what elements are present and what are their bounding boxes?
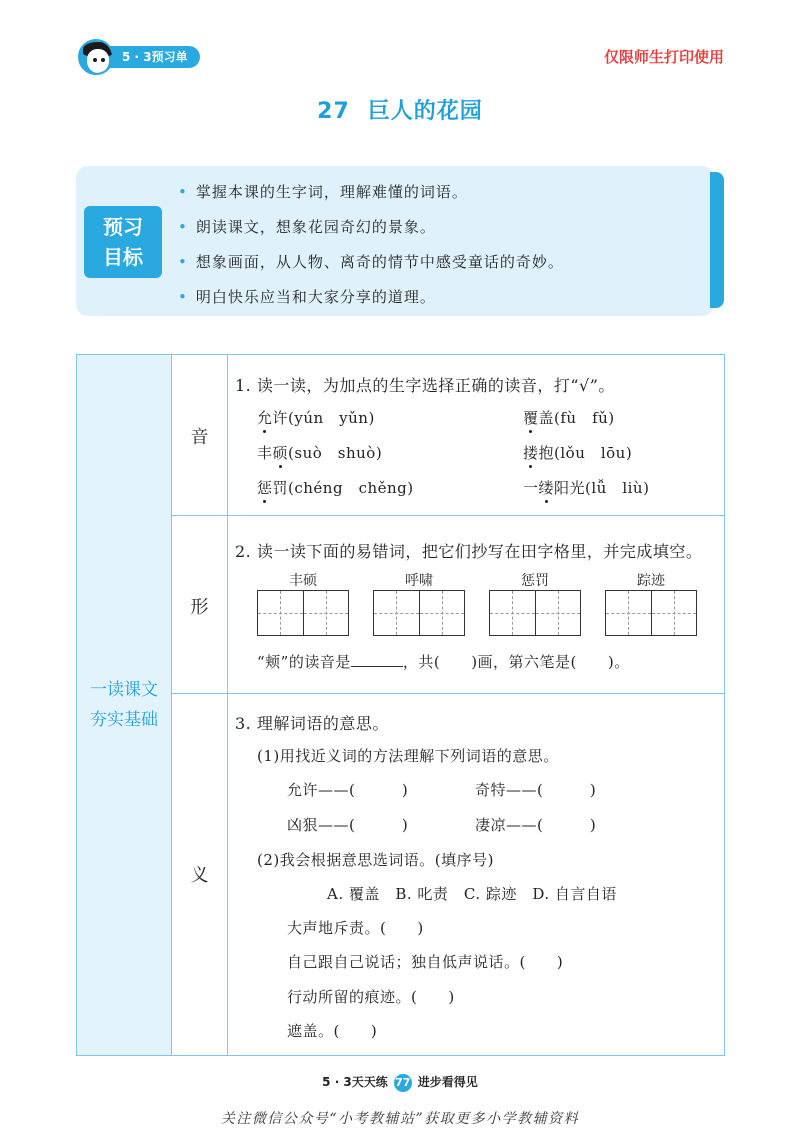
q2-fill: “颊”的读音是 ，共( )画，第六笔是( )。 <box>257 653 630 671</box>
grid-word: 丰硕 <box>289 573 317 589</box>
footer-right: 进步看得见 <box>417 1075 478 1089</box>
q3-sub2: (2)我会根据意思选词语。(填序号) <box>257 851 494 869</box>
synonym-item: 凄凉——( ) <box>475 816 597 834</box>
section-label: 一读课文 夯实基础 <box>90 680 158 730</box>
writing-grid[interactable] <box>257 590 349 636</box>
q1-item: 丰硕(suò shuò) <box>257 444 383 462</box>
series-badge-label: 5 · 3预习单 <box>104 46 200 68</box>
page-footer <box>0 1073 800 1092</box>
exercise-table <box>76 354 725 1056</box>
grid-word: 踪迹 <box>637 573 665 589</box>
answer-blank[interactable] <box>351 651 403 667</box>
synonym-item: 凶狠——( ) <box>287 816 409 834</box>
goals-box-edge <box>710 172 724 308</box>
q3-prompt: 3. 理解词语的意思。 <box>235 714 389 733</box>
goal-item: • 朗读课文，想象花园奇幻的景象。 <box>178 218 436 236</box>
goal-item: • 掌握本课的生字词，理解难懂的词语。 <box>178 183 468 201</box>
grid-word: 呼啸 <box>405 573 433 589</box>
page-number: 77 <box>394 1074 412 1092</box>
q3-line: 自己跟自己说话；独自低声说话。( ) <box>287 953 564 971</box>
category-shape: 形 <box>190 597 209 618</box>
q1-item: 一缕阳光(lǚ liù) <box>523 479 650 497</box>
lesson-title <box>0 94 800 125</box>
goal-item: • 明白快乐应当和大家分享的道理。 <box>178 288 436 306</box>
lesson-name: 巨人的花园 <box>367 99 483 124</box>
q2-prompt: 2. 读一读下面的易错词，把它们抄写在田字格里，并完成填空。 <box>235 542 703 561</box>
q1-item: 搂抱(lǒu lōu) <box>523 444 633 462</box>
writing-grid[interactable] <box>605 590 697 636</box>
series-badge <box>78 40 200 74</box>
q3-line: 行动所留的痕迹。( ) <box>287 988 455 1006</box>
category-sound: 音 <box>190 427 209 448</box>
q1-item: 允许(yún yǔn) <box>257 409 375 427</box>
footer-left: 5 · 3天天练 <box>322 1075 388 1089</box>
q3-line: 大声地斥责。( ) <box>287 919 424 937</box>
q1-item: 惩罚(chéng chěng) <box>257 479 414 497</box>
q3-line: 遮盖。( ) <box>287 1022 378 1040</box>
category-meaning: 义 <box>190 865 209 886</box>
avatar <box>78 39 114 75</box>
goal-item: • 想象画面，从人物、离奇的情节中感受童话的奇妙。 <box>178 253 564 271</box>
q3-sub1: (1)用找近义词的方法理解下列词语的意思。 <box>257 747 559 765</box>
lesson-number: 27 <box>317 99 350 124</box>
synonym-item: 允许——( ) <box>287 781 409 799</box>
q1-prompt: 1. 读一读，为加点的生字选择正确的读音，打“√”。 <box>235 376 615 395</box>
goals-list <box>178 178 564 318</box>
wechat-note: 关注微信公众号“小考教辅站”获取更多小学教辅资料 <box>220 1111 580 1127</box>
writing-grid[interactable] <box>373 590 465 636</box>
writing-grid[interactable] <box>489 590 581 636</box>
q3-options: A. 覆盖 B. 叱责 C. 踪迹 D. 自言自语 <box>327 885 617 903</box>
synonym-item: 奇特——( ) <box>475 781 597 799</box>
print-notice: 仅限师生打印使用 <box>603 48 724 66</box>
q1-item: 覆盖(fù fǔ) <box>523 409 615 427</box>
goals-label: 预习 目标 <box>84 206 162 278</box>
grid-word: 惩罚 <box>521 573 549 589</box>
